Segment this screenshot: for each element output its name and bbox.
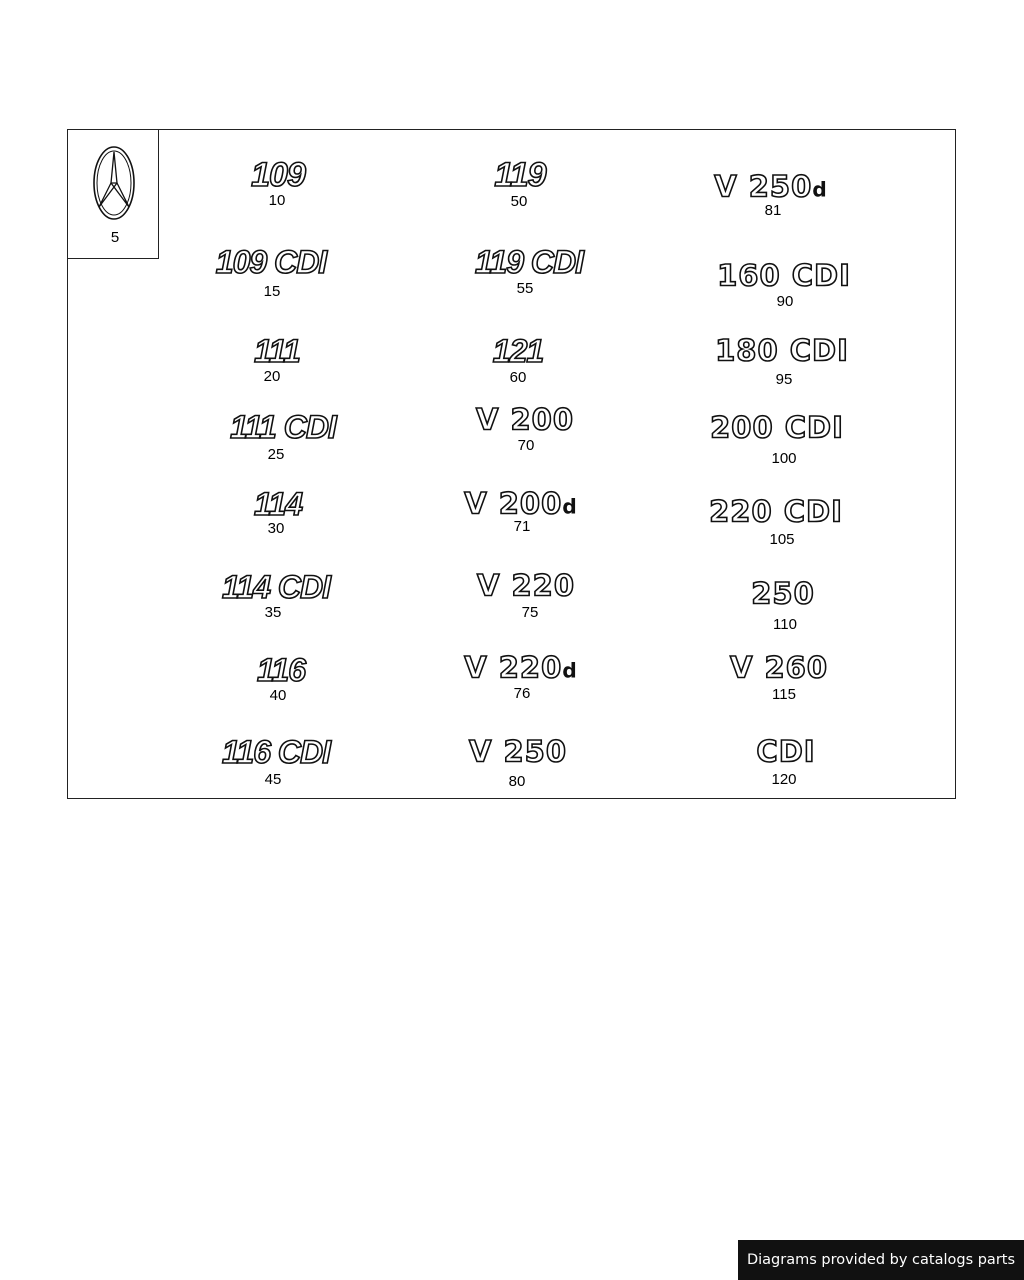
part-number: 60 bbox=[509, 369, 527, 386]
part-number: 30 bbox=[267, 520, 285, 537]
part-number: 105 bbox=[769, 531, 795, 548]
badge-emblem[interactable]: V 220 bbox=[476, 568, 576, 603]
badge-emblem[interactable]: 109 CDI bbox=[215, 244, 327, 280]
part-number: 70 bbox=[517, 437, 535, 454]
part-number: 76 bbox=[513, 685, 531, 702]
part-number: 45 bbox=[264, 771, 282, 788]
part-number: 81 bbox=[764, 202, 782, 219]
diagram-frame bbox=[67, 129, 956, 799]
badge-emblem[interactable]: 111 bbox=[254, 333, 300, 369]
part-number: 25 bbox=[267, 446, 285, 463]
badge-emblem[interactable]: CDI bbox=[756, 734, 816, 769]
badge-emblem[interactable]: 250 bbox=[751, 576, 815, 611]
star-part-number: 5 bbox=[110, 229, 120, 246]
part-number: 95 bbox=[775, 371, 793, 388]
badge-emblem[interactable]: 119 bbox=[494, 156, 546, 194]
badge-suffix: d bbox=[812, 177, 828, 202]
part-number: 20 bbox=[263, 368, 281, 385]
part-number: 100 bbox=[771, 450, 797, 467]
badge-emblem[interactable]: V 250 bbox=[468, 734, 568, 769]
badge-emblem[interactable]: 111 CDI bbox=[230, 409, 336, 445]
badge-emblem[interactable]: 160 CDI bbox=[717, 258, 851, 293]
part-number: 80 bbox=[508, 773, 526, 790]
badge-emblem[interactable]: 116 bbox=[256, 652, 306, 688]
mercedes-star-icon bbox=[92, 145, 136, 223]
badge-emblem[interactable]: 180 CDI bbox=[715, 333, 849, 368]
badge-emblem[interactable]: V 260 bbox=[729, 650, 829, 685]
badge-suffix: d bbox=[562, 494, 578, 519]
badge-emblem[interactable]: 114 CDI bbox=[221, 569, 331, 605]
badge-emblem[interactable]: V 200d bbox=[464, 486, 578, 521]
badge-emblem[interactable]: V 200 bbox=[475, 402, 575, 437]
badge-emblem[interactable]: 200 CDI bbox=[710, 410, 844, 445]
badge-emblem[interactable]: 109 bbox=[251, 156, 305, 194]
part-number: 115 bbox=[772, 686, 796, 703]
part-number: 50 bbox=[510, 193, 528, 210]
badge-suffix: d bbox=[562, 658, 578, 683]
part-number: 10 bbox=[268, 192, 286, 209]
badge-emblem[interactable]: 114 bbox=[253, 486, 303, 522]
part-number: 90 bbox=[776, 293, 794, 310]
attribution-banner: Diagrams provided by catalogs parts bbox=[738, 1240, 1024, 1280]
part-number: 55 bbox=[516, 280, 534, 297]
badge-emblem[interactable]: V 250d bbox=[714, 169, 828, 204]
part-number: 75 bbox=[521, 604, 539, 621]
badge-emblem[interactable]: V 220d bbox=[464, 650, 578, 685]
badge-emblem[interactable]: 116 CDI bbox=[221, 734, 331, 770]
part-number: 110 bbox=[773, 616, 797, 633]
part-number: 35 bbox=[264, 604, 282, 621]
badge-emblem[interactable]: 121 bbox=[492, 333, 544, 369]
badge-emblem[interactable]: 220 CDI bbox=[709, 494, 843, 529]
part-number: 15 bbox=[263, 283, 281, 300]
part-number: 71 bbox=[513, 518, 531, 535]
badge-emblem[interactable]: 119 CDI bbox=[474, 244, 584, 280]
part-number: 40 bbox=[269, 687, 287, 704]
part-number: 120 bbox=[771, 771, 797, 788]
